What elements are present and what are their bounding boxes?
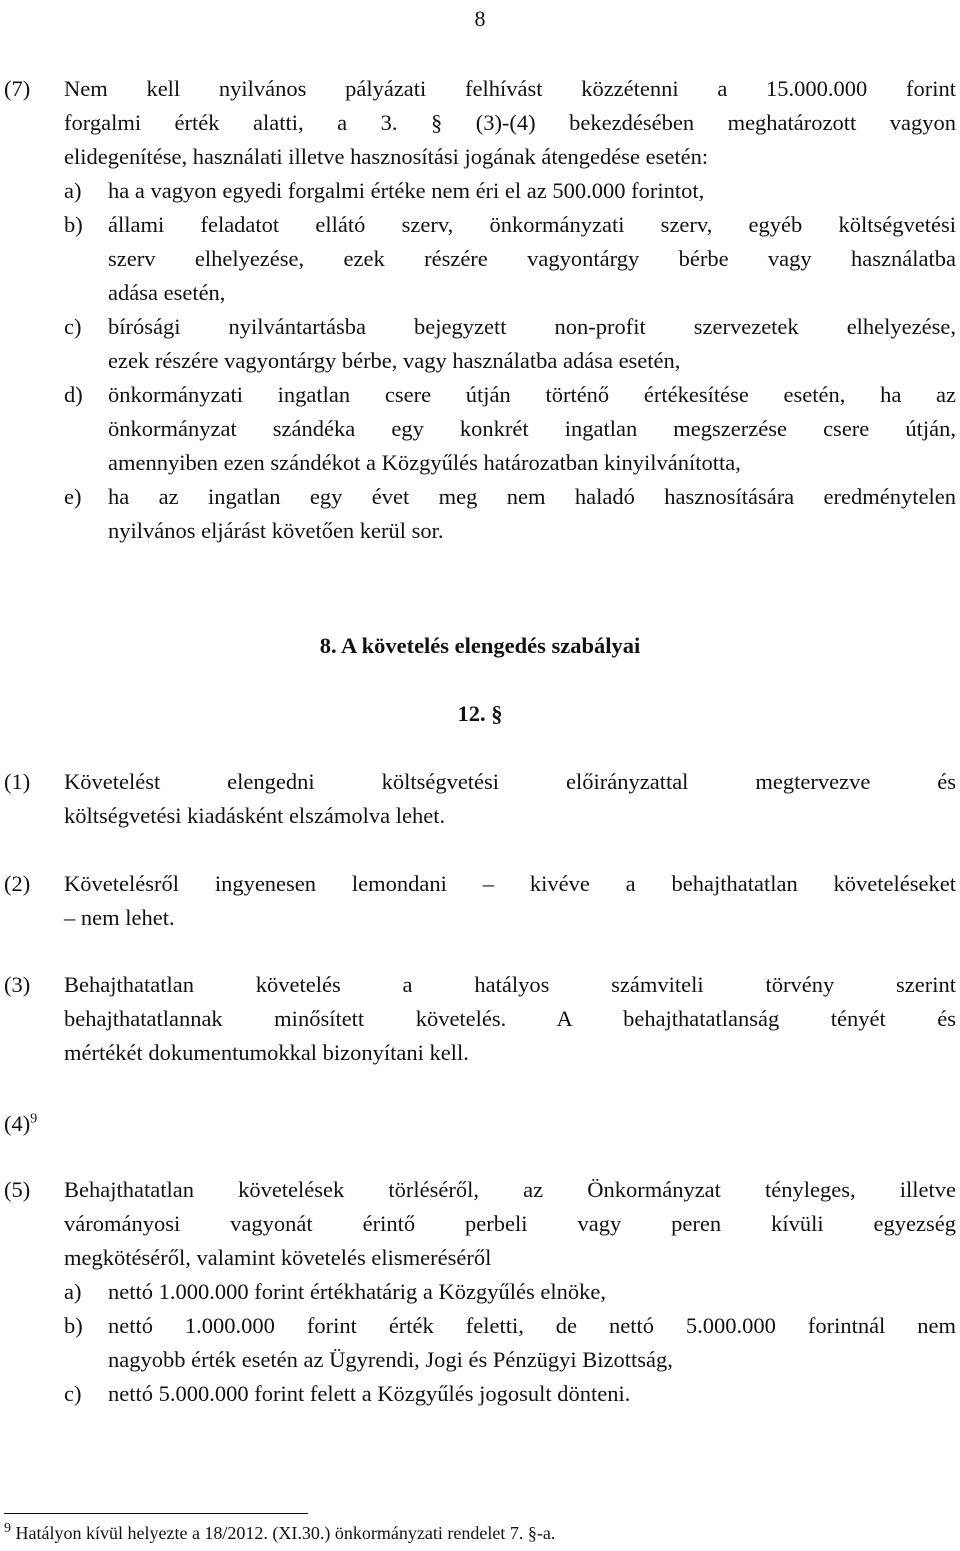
footnote-divider (4, 1513, 308, 1514)
section-number: 12. § (457, 701, 503, 726)
text-line: mértékét dokumentumokkal bizonyítani kell. (64, 1040, 469, 1065)
list-item-d (64, 378, 956, 480)
text-line: nagyobb érték esetén az Ügyrendi, Jogi és Pénzügyi Bizottság, (108, 1347, 673, 1372)
text-line: ezek részére vagyontárgy bérbe, vagy használatba adása esetén, (108, 348, 681, 373)
paragraph-number: (1) (4, 769, 31, 794)
footnote-reference: 9 (30, 1111, 38, 1127)
text-line: nettó 1.000.000 forint érték feletti, de nettó 5.000.000 forintnál nem (108, 1313, 956, 1338)
item-label: e) (64, 484, 82, 509)
text-line: nettó 5.000.000 forint felett a Közgyűlés jogosult dönteni. (108, 1381, 631, 1406)
text-line: elidegenítése, használati illetve hasznosítási jogának átengedése esetén: (64, 144, 709, 169)
text-line: forgalmi érték alatti, a 3. § (3)-(4) bekezdésében meghatározott vagyon (64, 110, 956, 135)
text-line: Követelésről ingyenesen lemondani – kivéve a behajthatatlan követeléseket (64, 871, 956, 896)
section-heading: 8. A követelés elengedés szabályai (319, 633, 641, 658)
text-line: adása esetén, (108, 280, 226, 305)
text-line: bírósági nyilvántartásba bejegyzett non-profit szervezetek elhelyezése, (108, 314, 956, 339)
list-item-b (64, 1309, 956, 1377)
text-line: Behajthatatlan követelés a hatályos számviteli törvény szerint (64, 972, 956, 997)
item-label: a) (64, 178, 82, 203)
text-line: állami feladatot ellátó szerv, önkormányzati szerv, egyéb költségvetési (108, 212, 956, 237)
paragraph-7 (4, 72, 956, 548)
paragraph-number: (5) (4, 1177, 31, 1202)
item-label: c) (64, 314, 82, 339)
item-label: d) (64, 382, 83, 407)
text-line: nyilvános eljárást követően kerül sor. (108, 518, 444, 543)
text-line: Nem kell nyilvános pályázati felhívást közzétenni a 15.000.000 forint (64, 76, 956, 101)
list-item-c (64, 310, 956, 378)
item-label: a) (64, 1279, 82, 1304)
text-line: ha a vagyon egyedi forgalmi értéke nem éri el az 500.000 forintot, (108, 178, 705, 203)
list-item-a (64, 174, 956, 208)
text-line: ha az ingatlan egy évet meg nem haladó hasznosítására eredménytelen (108, 484, 956, 509)
paragraph-2 (4, 867, 956, 935)
text-line: nettó 1.000.000 forint értékhatárig a Közgyűlés elnöke, (108, 1279, 606, 1304)
text-line: önkormányzati ingatlan csere útján történő értékesítése esetén, ha az (108, 382, 956, 407)
paragraph-number: (7) (4, 76, 31, 101)
text-line: – nem lehet. (64, 905, 175, 930)
text-line: önkormányzat szándéka egy konkrét ingatlan megszerzése csere útján, (108, 416, 956, 441)
paragraph-3 (4, 968, 956, 1070)
text-line: amennyiben ezen szándékot a Közgyűlés határozatban kinyilvánította, (108, 450, 741, 475)
paragraph-number: (4) (4, 1111, 31, 1136)
list-item-a (64, 1275, 956, 1309)
page-number: 8 (474, 6, 486, 31)
item-label: b) (64, 1313, 83, 1338)
footnote-text: Hatályon kívül helyezte a 18/2012. (XI.30.) önkormányzati rendelet 7. §-a. (15, 1523, 556, 1543)
paragraph-number: (2) (4, 871, 31, 896)
text-line: költségvetési kiadásként elszámolva lehet. (64, 803, 446, 828)
text-line: várományosi vagyonát érintő perbeli vagy peren kívüli egyezség (64, 1211, 956, 1236)
paragraph-5 (4, 1173, 956, 1411)
text-line: megkötéséről, valamint követelés elismeréséről (64, 1245, 492, 1270)
text-line: Behajthatatlan követelések törléséről, az Önkormányzat tényleges, illetve (64, 1177, 956, 1202)
text-line: behajthatatlannak minősített követelés. A behajthatatlanság tényét és (64, 1006, 956, 1031)
item-label: c) (64, 1381, 82, 1406)
footnote-number: 9 (4, 1521, 11, 1536)
list-item-e (64, 480, 956, 548)
paragraph-number-wrap (4, 1107, 37, 1141)
paragraph-number: (3) (4, 972, 31, 997)
list-item-b (64, 208, 956, 310)
paragraph-1 (4, 765, 956, 833)
footnote (4, 1522, 555, 1544)
list-item-c (64, 1377, 956, 1411)
item-label: b) (64, 212, 83, 237)
text-line: szerv elhelyezése, ezek részére vagyontárgy bérbe vagy használatba (108, 246, 956, 271)
text-line: Követelést elengedni költségvetési előirányzattal megtervezve és (64, 769, 956, 794)
